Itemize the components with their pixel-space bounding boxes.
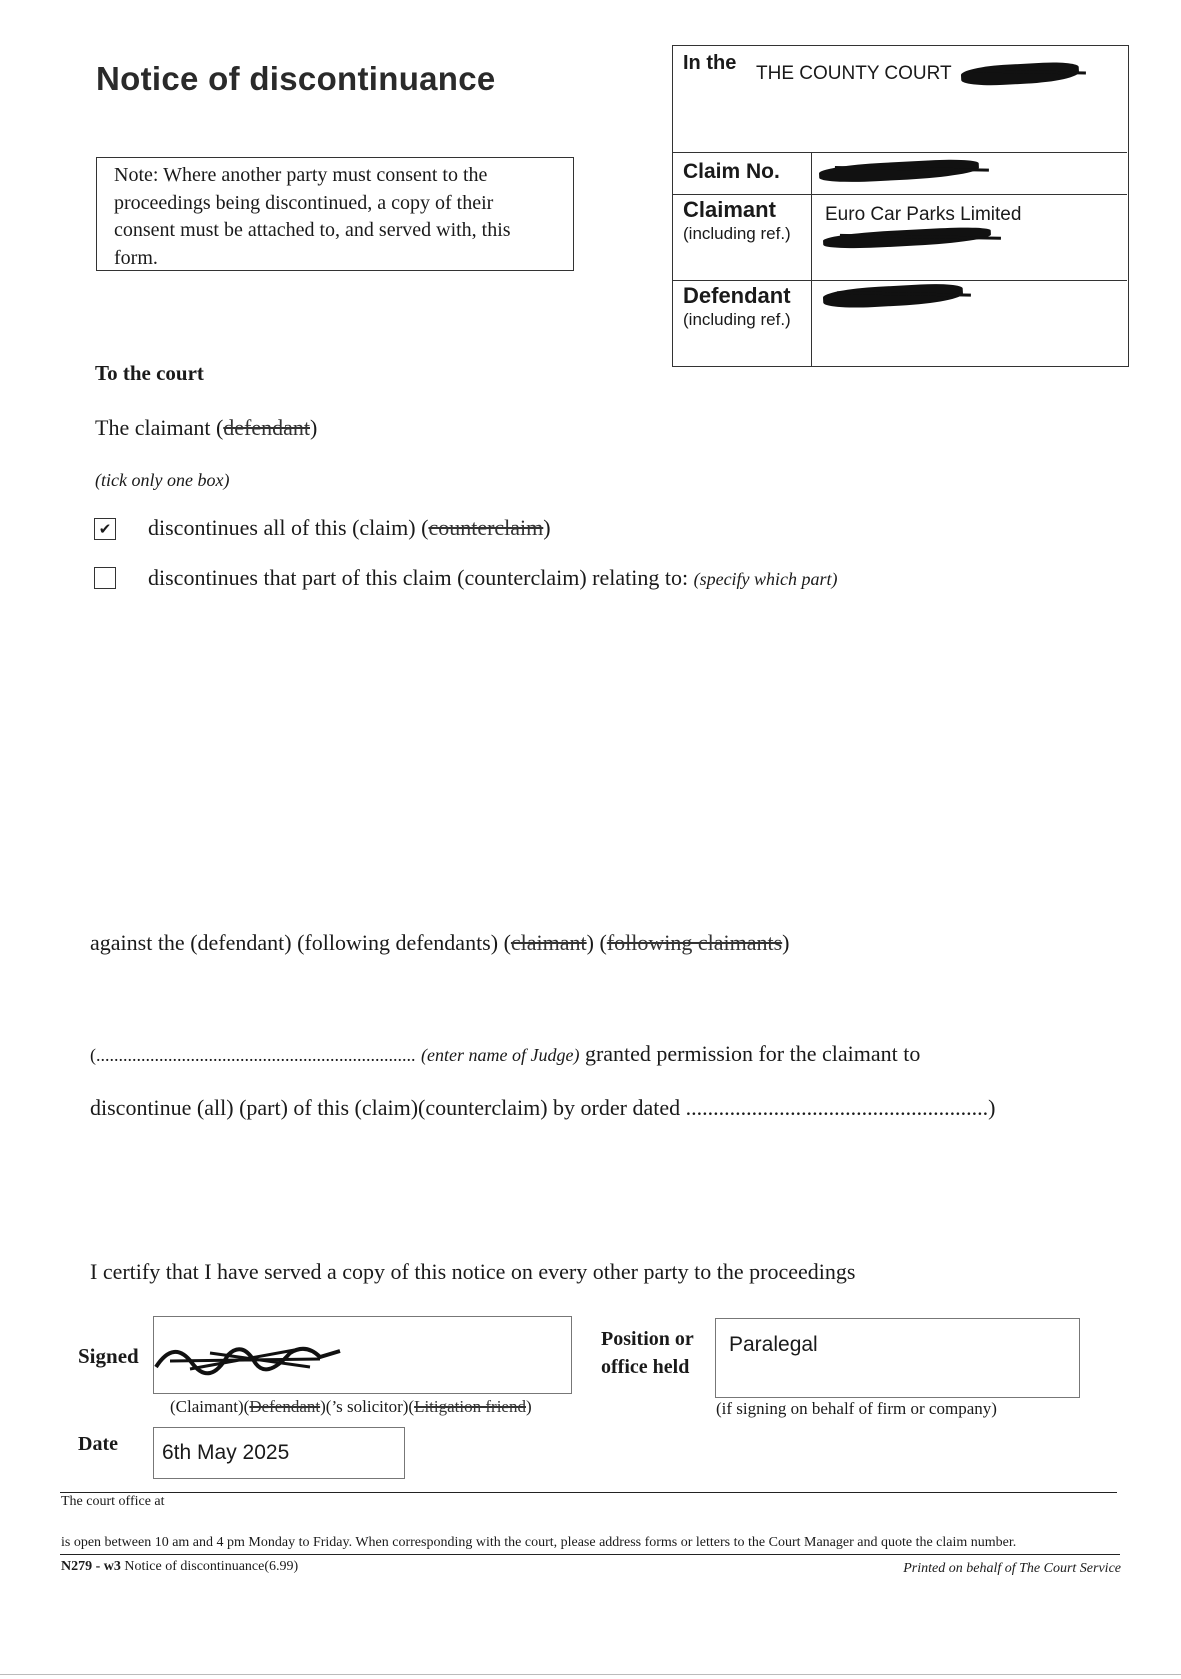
footer-top-rule (60, 1492, 1117, 1493)
court-office-hours: is open between 10 am and 4 pm Monday to Friday. When corresponding with the court, please address forms or letters to the Court Manager and quote the claim number. (61, 1535, 1017, 1550)
against-suffix: ) (782, 930, 790, 955)
printed-by: Printed on behalf of The Court Service (903, 1561, 1121, 1576)
role-struck-defendant: Defendant (249, 1397, 321, 1416)
against-prefix: against the (defendant) (following defendants) ( (90, 930, 511, 955)
defendant-ref-label: (including ref.) (683, 310, 791, 329)
consent-note (96, 157, 574, 271)
form-title: Notice of discontinuance (96, 60, 496, 97)
court-name-redaction (961, 61, 1080, 87)
discontinue-all-checkbox[interactable] (94, 518, 116, 540)
order-dated-line: discontinue (all) (part) of this (claim)(counterclaim) by order dated .......................................................) (90, 1095, 996, 1120)
against-line (90, 930, 790, 956)
position-field[interactable] (715, 1318, 1080, 1398)
judge-permission-line (90, 1041, 920, 1067)
position-label-line1: Position or (601, 1328, 694, 1350)
position-label-line2: office held (601, 1356, 690, 1378)
claim-no-redaction (819, 158, 980, 184)
judge-name-dots: (....................................................................... (90, 1045, 416, 1065)
discontinue-part-text (148, 565, 838, 591)
claimant-ref-redaction (823, 226, 992, 251)
judge-permission-text: granted permission for the claimant to (579, 1041, 921, 1066)
party-suffix: ) (310, 415, 318, 440)
consent-note-text: Note: Where another party must consent to the proceedings being discontinued, a copy of their consent must be attached to, and served with, this form. (114, 164, 511, 269)
signatory-role-line (170, 1397, 532, 1417)
against-middle: ) ( (586, 930, 607, 955)
court-row (673, 46, 1127, 153)
claimant-value: Euro Car Parks Limited (825, 204, 1022, 225)
court-name: THE COUNTY COURT (756, 63, 952, 84)
checkmark-icon: ✔ (98, 519, 112, 538)
role-claimant: (Claimant)( (170, 1397, 250, 1416)
claimant-ref-label: (including ref.) (683, 224, 791, 243)
discontinue-all-struck: counterclaim (428, 515, 544, 540)
court-office-label: The court office at (61, 1494, 165, 1509)
party-struck: defendant (223, 415, 311, 440)
certify-statement: I certify that I have served a copy of this notice on every other party to the proceedings (90, 1259, 856, 1284)
defendant-label: Defendant (683, 283, 791, 308)
party-line (95, 415, 317, 441)
scan-edge-line (0, 1674, 1181, 1675)
role-solicitor: )(’s solicitor)( (320, 1397, 415, 1416)
judge-name-hint: (enter name of Judge) (421, 1045, 580, 1065)
discontinue-part-hint: (specify which part) (693, 569, 838, 589)
signature-field[interactable] (153, 1316, 572, 1394)
date-value: 6th May 2025 (162, 1441, 290, 1464)
position-hint: (if signing on behalf of firm or company) (716, 1399, 997, 1418)
tick-instruction: (tick only one box) (95, 470, 230, 490)
claimant-label: Claimant (683, 197, 776, 222)
claimant-row (673, 194, 1127, 281)
form-code: N279 - w3 (61, 1559, 121, 1574)
discontinue-part-checkbox[interactable] (94, 567, 116, 589)
discontinue-all-label: discontinues all of this (claim) ( (148, 515, 429, 540)
against-struck-claimants: following claimants (606, 930, 783, 955)
discontinue-part-label: discontinues that part of this claim (counterclaim) relating to: (148, 565, 694, 590)
form-name: Notice of discontinuance(6.99) (120, 1559, 299, 1574)
defendant-row (673, 280, 1127, 366)
form-code-line (61, 1559, 298, 1575)
role-struck-litigation-friend: Litigation friend (414, 1397, 526, 1416)
to-the-court-heading: To the court (95, 361, 204, 385)
date-label: Date (78, 1433, 118, 1455)
defendant-redaction (823, 282, 964, 309)
in-the-label: In the (683, 52, 737, 74)
position-label (601, 1325, 694, 1381)
handwritten-signature (150, 1333, 350, 1383)
position-value: Paralegal (729, 1333, 818, 1356)
footer-bottom-rule (60, 1554, 1120, 1555)
role-close: ) (525, 1397, 532, 1416)
signed-label: Signed (78, 1344, 139, 1368)
court-details-box (672, 45, 1129, 367)
claim-no-label: Claim No. (683, 160, 780, 183)
date-field[interactable] (153, 1427, 405, 1479)
discontinue-all-suffix: ) (543, 515, 551, 540)
claim-no-row (673, 152, 1127, 195)
against-struck-claimant: claimant (510, 930, 587, 955)
discontinue-all-text (148, 515, 551, 541)
party-prefix: The claimant ( (95, 415, 224, 440)
